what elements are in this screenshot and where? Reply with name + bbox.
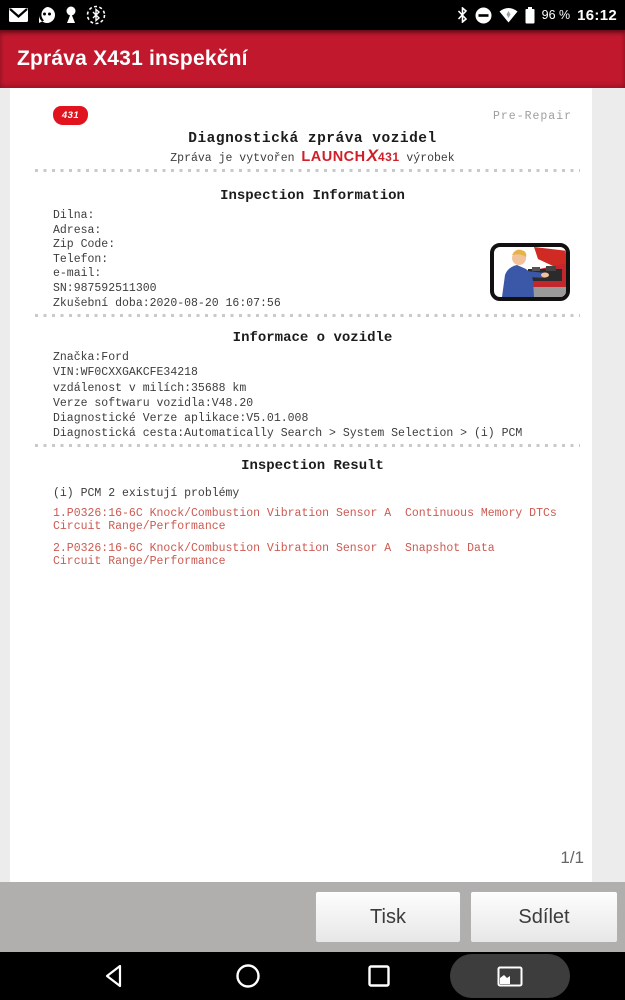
share-button[interactable]: Sdílet [470,891,618,943]
vehicle-line: Verze softwaru vozidla:V48.20 [53,396,254,410]
battery-icon [525,7,535,24]
report-view[interactable] [0,88,625,882]
page-title: Zpráva X431 inspekční [17,47,248,70]
x431-badge-icon: 431 [53,106,88,125]
page-indicator: 1/1 [560,848,584,867]
dtc-text: Circuit Range/Performance [53,520,226,534]
keyhole-icon [65,6,77,24]
screenshot-thumbnail-icon [497,966,523,987]
clock: 16:12 [577,6,617,24]
info-line: Zip Code: [53,238,116,252]
dtc-text: 2.P0326:16-6C Knock/Combustion Vibration Sensor A Snapshot Data [53,542,495,556]
wifi-vpn-icon [499,7,518,23]
action-bar [0,882,625,952]
app-bar [0,30,625,88]
status-bar-notifications [8,5,106,25]
gmail-icon [8,7,29,23]
vehicle-line: VIN:WF0CXXGAKCFE34218 [53,366,198,380]
bluetooth-share-icon [86,5,106,25]
dotted-divider [35,314,580,317]
subtitle-prefix: Zpráva je vytvořen [170,152,302,165]
vehicle-information-block [53,350,572,441]
report-title: Diagnostická zpráva vozidel [188,131,437,147]
info-line: Zkušební doba:2020-08-20 16:07:56 [53,296,281,310]
info-line: Adresa: [53,223,102,237]
vehicle-line: Značka:Ford [53,351,129,365]
vehicle-line: Diagnostická cesta:Automatically Search > System Selection > (i) PCM [53,427,523,441]
dotted-divider [35,169,580,172]
report-subtitle [53,148,572,166]
vehicle-line: vzdálenost v milích:35688 km [53,381,247,395]
x431-logo-num: 431 [377,150,400,164]
info-line: Dilna: [53,209,95,222]
x431-logo-x: X [366,146,378,165]
pre-repair-tag: Pre-Repair [492,110,572,123]
section-heading-inspection-information: Inspection Information [220,188,405,204]
android-nav-bar [0,952,625,1000]
section-heading-vehicle-information: Informace o vozidle [232,330,393,347]
dtc-entry [53,507,572,533]
dtc-text: 1.P0326:16-6C Knock/Combustion Vibration Sensor A Continuous Memory DTCs [53,507,557,521]
result-summary: (i) PCM 2 existují problémy [53,487,240,501]
dtc-text: Circuit Range/Performance [53,555,226,569]
do-not-disturb-icon [475,7,492,24]
info-line: e-mail: [53,267,102,281]
screenshot-thumbnail-button[interactable] [450,954,570,998]
report-page [10,88,592,882]
dtc-entry [53,542,572,568]
bluetooth-icon [457,7,468,23]
vehicle-line: Diagnostické Verze aplikace:V5.01.008 [53,411,309,425]
recents-icon[interactable] [367,964,391,988]
dotted-divider [35,444,580,447]
status-bar-system [457,7,617,24]
battery-percent: 96 % [541,8,571,22]
info-line: SN:987592511300 [53,281,157,295]
print-button[interactable]: Tisk [315,891,461,943]
status-bar [0,0,625,30]
info-line: Telefon: [53,252,109,266]
section-heading-inspection-result: Inspection Result [241,458,384,475]
back-icon[interactable] [101,963,127,989]
home-icon[interactable] [235,963,261,989]
mechanic-clipart-image [490,243,570,301]
subtitle-suffix: výrobek [399,152,455,165]
chat-icon [38,6,56,24]
launch-logo: LAUNCH [301,149,366,165]
